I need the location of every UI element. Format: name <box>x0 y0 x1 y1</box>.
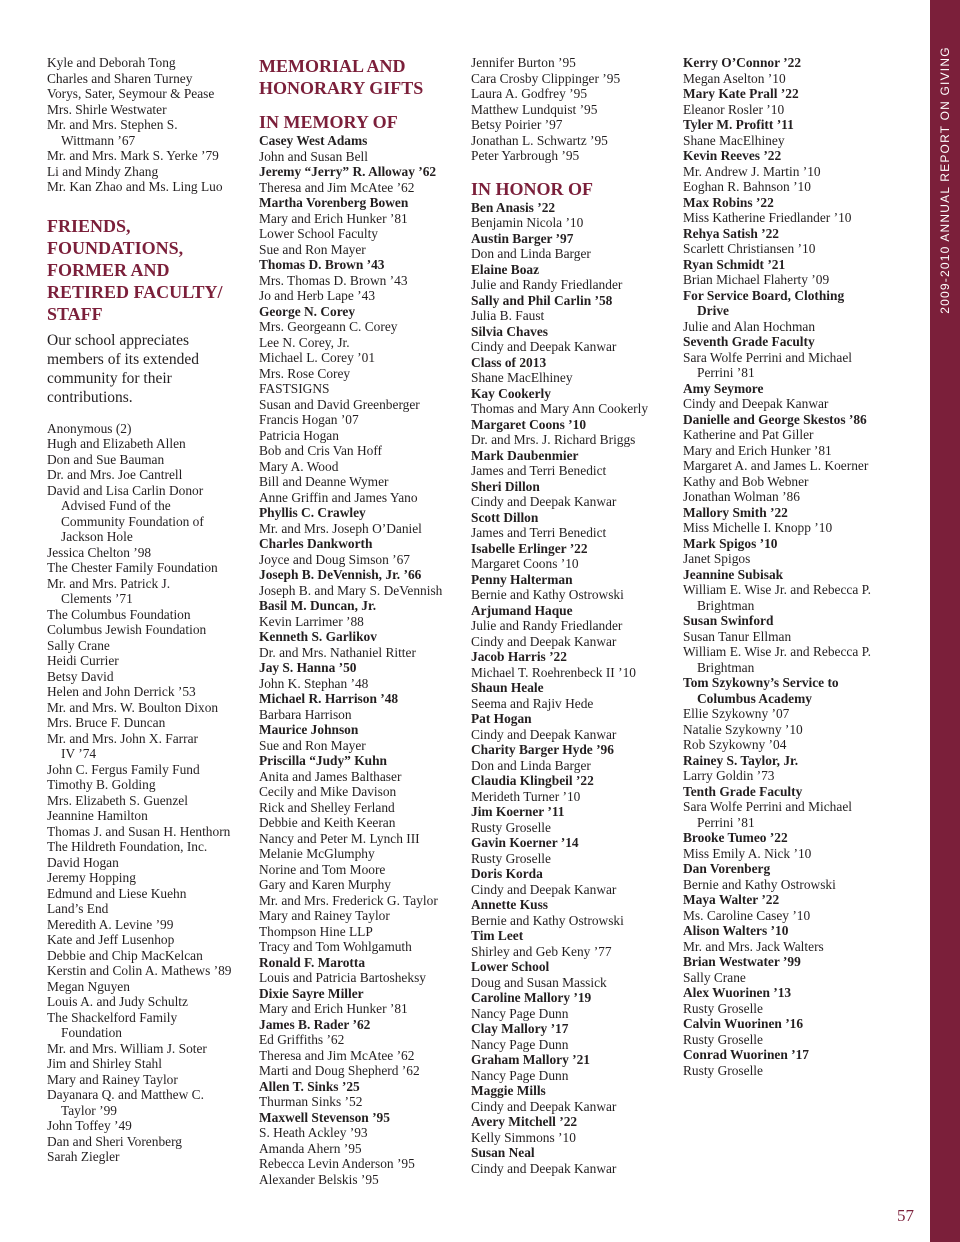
friends-donor-list <box>47 421 247 1165</box>
donor-line: Shane MacElhiney <box>683 132 785 148</box>
honoree-name: Avery Mitchell ’22 <box>471 1114 578 1129</box>
donor-line: Kate and Jeff Lusenhop <box>47 932 175 947</box>
donor-line: Cindy and Deepak Kanwar <box>471 494 617 509</box>
honoree-name: Martha Vorenberg Bowen <box>259 195 409 210</box>
honoree-name: Alison Walters ’10 <box>683 923 789 938</box>
donor-line: Thomas and Mary Ann Cookerly <box>471 401 649 416</box>
honoree-name: Max Robins ’22 <box>683 194 774 210</box>
donor-line: Larry Goldin ’73 <box>683 768 775 783</box>
honoree-name: Jim Koerner ’11 <box>471 804 565 819</box>
section-heading-friends-line: FORMER AND <box>47 259 170 280</box>
honoree-name: Doris Korda <box>471 866 543 881</box>
honoree-name: Claudia Klingbeil ’22 <box>471 773 594 788</box>
donor-line: Nancy and Peter M. Lynch III <box>259 830 420 846</box>
honoree-name: For Service Board, Clothing <box>683 287 845 303</box>
donor-line: Thomas J. and Susan H. Henthorn <box>47 823 231 839</box>
honoree-name: Mark Spigos ’10 <box>683 535 778 551</box>
donor-line: William E. Wise Jr. and Rebecca P. <box>683 644 871 659</box>
honoree-name: Mallory Smith ’22 <box>683 504 788 520</box>
honoree-name: Dixie Sayre Miller <box>259 985 364 1001</box>
donor-line: Kathy and Bob Webner <box>683 473 809 489</box>
donor-line: Thompson Hine LLP <box>259 923 373 939</box>
donor-line: Vorys, Sater, Seymour & Pease <box>47 86 215 101</box>
donor-line: Rusty Groselle <box>683 1062 763 1078</box>
donor-line: John C. Fergus Family Fund <box>47 761 200 777</box>
honoree-name: Allen T. Sinks ’25 <box>259 1078 360 1094</box>
donor-line: Francis Hogan ’07 <box>259 412 359 427</box>
honoree-name: Caroline Mallory ’19 <box>471 990 592 1005</box>
donor-line: Matthew Lundquist ’95 <box>471 101 598 117</box>
donor-line: Tracy and Tom Wohlgamuth <box>259 939 412 954</box>
donor-line: FASTSIGNS <box>259 381 330 396</box>
donor-line: Timothy B. Golding <box>47 777 156 792</box>
donor-line: Betsy Poirier ’97 <box>471 117 563 132</box>
honoree-name: Silvia Chaves <box>471 323 549 339</box>
donor-line: Jonathan L. Schwartz ’95 <box>471 132 608 148</box>
donor-line: Sara Wolfe Perrini and Michael <box>683 799 852 814</box>
donor-line: Mrs. Thomas D. Brown ’43 <box>259 272 408 288</box>
donor-line: John Toffey ’49 <box>47 1118 132 1133</box>
donor-line: The Chester Family Foundation <box>47 560 218 575</box>
honoree-name: Clay Mallory ’17 <box>471 1021 569 1036</box>
donor-line: Theresa and Jim McAtee ’62 <box>259 1047 415 1063</box>
donor-line: Mrs. Elizabeth S. Guenzel <box>47 792 188 808</box>
donor-line: Miss Emily A. Nick ’10 <box>683 845 812 861</box>
donor-line: Mary and Rainey Taylor <box>259 908 390 923</box>
donor-line: Mr. Andrew J. Martin ’10 <box>683 163 821 179</box>
donor-line: Mr. and Mrs. W. Boulton Dixon <box>47 699 219 715</box>
honoree-name: Margaret Coons ’10 <box>471 416 587 432</box>
donor-line: Dr. and Mrs. J. Richard Briggs <box>471 432 636 447</box>
donor-line: Li and Mindy Zhang <box>47 163 159 179</box>
donor-line: Betsy David <box>47 668 114 684</box>
honoree-name: Seventh Grade Faculty <box>683 334 815 349</box>
honoree-name: Graham Mallory ’21 <box>471 1052 591 1067</box>
intro-line: contributions. <box>47 388 133 406</box>
donor-line: Susan and David Greenberger <box>259 396 420 412</box>
donor-line: Kevin Larrimer ’88 <box>259 613 364 629</box>
honoree-name: Ronald F. Marotta <box>259 954 366 970</box>
honoree-name: Jay S. Hanna ’50 <box>259 660 357 675</box>
donor-line: Heidi Currier <box>47 653 119 668</box>
donor-line: Hugh and Elizabeth Allen <box>47 436 186 451</box>
section-heading-in-memory: IN MEMORY OF <box>259 112 398 132</box>
honoree-name: Brian Westwater ’99 <box>683 954 801 969</box>
honoree-name: Basil M. Duncan, Jr. <box>259 598 377 613</box>
donor-line: Rusty Groselle <box>471 819 551 835</box>
donor-line: S. Heath Ackley ’93 <box>259 1125 368 1140</box>
honoree-name: Pat Hogan <box>471 711 532 726</box>
donor-line: Cindy and Deepak Kanwar <box>471 881 617 897</box>
honoree-name: Lower School <box>471 959 550 974</box>
donor-line: Rebecca Levin Anderson ’95 <box>259 1156 415 1171</box>
honoree-name: Amy Seymore <box>683 380 764 396</box>
donor-line: Michael L. Corey ’01 <box>259 350 376 365</box>
donor-line: Anonymous (2) <box>47 420 132 436</box>
donor-line: Benjamin Nicola ’10 <box>471 215 584 230</box>
donor-line: John and Susan Bell <box>259 148 368 164</box>
donor-line: Anne Griffin and James Yano <box>259 489 418 505</box>
donor-line: Jeannine Hamilton <box>47 808 148 823</box>
honoree-name: Tyler M. Profitt ’11 <box>683 117 794 132</box>
donor-line: Gary and Karen Murphy <box>259 877 392 892</box>
donor-line: Patricia Hogan <box>259 427 339 443</box>
donor-line: Anita and James Balthaser <box>259 768 402 784</box>
donor-line: John K. Stephan ’48 <box>259 675 369 691</box>
donor-line: Jennifer Burton ’95 <box>471 55 576 70</box>
page-number: 57 <box>897 1206 914 1225</box>
donor-line: Don and Linda Barger <box>471 246 591 261</box>
donor-line: Sally Crane <box>47 637 110 653</box>
donor-line: Cindy and Deepak Kanwar <box>471 1160 617 1176</box>
donor-line: Don and Linda Barger <box>471 757 591 773</box>
donor-line: Cindy and Deepak Kanwar <box>471 726 617 742</box>
donor-line: David Hogan <box>47 854 119 870</box>
honoree-name: Phyllis C. Crawley <box>259 505 366 520</box>
intro-line: Our school appreciates <box>47 331 190 349</box>
honoree-name: Kenneth S. Garlikov <box>259 629 377 644</box>
donor-line: Mr. and Mrs. Jack Walters <box>683 938 824 954</box>
donor-line: William E. Wise Jr. and Rebecca P. <box>683 582 871 597</box>
donor-line: Mrs. Georgeann C. Corey <box>259 319 398 334</box>
donor-line: Jessica Chelton ’98 <box>47 544 152 560</box>
section-heading-friends-line: FOUNDATIONS, <box>47 237 184 258</box>
donor-line: Dr. and Mrs. Nathaniel Ritter <box>259 644 416 660</box>
donor-line: The Hildreth Foundation, Inc. <box>47 839 208 854</box>
annual-report-title: 2009-2010 ANNUAL REPORT ON GIVING <box>938 46 952 314</box>
donor-line: Mr. and Mrs. Patrick J. <box>47 575 171 591</box>
intro-line: members of its extended <box>47 350 199 368</box>
donor-line: Sara Wolfe Perrini and Michael <box>683 349 852 365</box>
donor-line: Megan Nguyen <box>47 978 130 994</box>
column-4 <box>683 55 883 1078</box>
donor-line: Louis A. and Judy Schultz <box>47 994 188 1009</box>
donor-line: Shane MacElhiney <box>471 370 573 385</box>
donor-line: Ed Griffiths ’62 <box>259 1032 345 1047</box>
donor-line: Edmund and Liese Kuehn <box>47 885 187 901</box>
honoree-name: Drive <box>697 303 729 318</box>
section-heading-in-honor: IN HONOR OF <box>471 178 594 199</box>
donor-line: Ms. Caroline Casey ’10 <box>683 907 811 923</box>
donor-line: Jeremy Hopping <box>47 870 136 885</box>
donor-line: Mr. and Mrs. Frederick G. Taylor <box>259 892 438 908</box>
honoree-name: Kevin Reeves ’22 <box>683 148 782 163</box>
honoree-name: Maurice Johnson <box>259 722 359 737</box>
honoree-name: Calvin Wuorinen ’16 <box>683 1016 804 1031</box>
donor-line: Julia B. Faust <box>471 308 545 323</box>
donor-line: Bernie and Kathy Ostrowski <box>471 912 624 928</box>
donor-line: Charles and Sharen Turney <box>47 70 193 86</box>
donor-line: Brightman <box>697 659 755 675</box>
in-honor-list <box>471 200 671 1177</box>
honoree-name: Dan Vorenberg <box>683 861 771 876</box>
donor-line: Norine and Tom Moore <box>259 861 386 877</box>
donor-line: Julie and Randy Friedlander <box>471 277 623 292</box>
donor-line: Mr. and Mrs. William J. Soter <box>47 1040 207 1056</box>
donor-line: Lee N. Corey, Jr. <box>259 334 350 350</box>
donor-line: Seema and Rajiv Hede <box>471 695 594 711</box>
section-heading-friends-line: STAFF <box>47 303 103 324</box>
honoree-name: Mary Kate Prall ’22 <box>683 86 799 101</box>
donor-line: Kelly Simmons ’10 <box>471 1129 576 1145</box>
honoree-name: Priscilla “Judy” Kuhn <box>259 753 387 768</box>
donor-line: Shirley and Geb Keny ’77 <box>471 943 612 959</box>
donor-line: Katherine and Pat Giller <box>683 427 814 442</box>
donor-line: Megan Aselton ’10 <box>683 70 786 86</box>
sidebar-band <box>930 0 960 1242</box>
donor-line: Clements ’71 <box>61 591 133 606</box>
donor-line: Merideth Turner ’10 <box>471 788 581 804</box>
donor-line: Jonathan Wolman ’86 <box>683 489 800 504</box>
donor-line: Joyce and Doug Simson ’67 <box>259 551 411 567</box>
donor-line: Peter Yarbrough ’95 <box>471 148 580 163</box>
donor-line: Melanie McGlumphy <box>259 846 375 861</box>
donor-line: Eleanor Rosler ’10 <box>683 101 785 117</box>
section-heading-friends-line: FRIENDS, <box>47 215 131 236</box>
donor-line: Land’s End <box>47 901 109 916</box>
donor-line: Rick and Shelley Ferland <box>259 799 395 815</box>
donor-line: Kyle and Deborah Tong <box>47 55 176 70</box>
honoree-name: Joseph B. DeVennish, Jr. ’66 <box>259 567 422 582</box>
donor-line: Theresa and Jim McAtee ’62 <box>259 179 415 195</box>
donor-line: Mrs. Bruce F. Duncan <box>47 715 166 730</box>
donor-line: Ellie Szykowny ’07 <box>683 706 790 721</box>
section-heading-memorial: MEMORIAL AND <box>259 56 406 76</box>
donor-line: Debbie and Keith Keeran <box>259 815 396 830</box>
donor-line: Brian Michael Flaherty ’09 <box>683 272 830 287</box>
donor-line: David and Lisa Carlin Donor <box>47 482 204 498</box>
honoree-name: Jeremy “Jerry” R. Alloway ’62 <box>259 164 437 179</box>
donor-line: Mr. and Mrs. Stephen S. <box>47 117 178 132</box>
honoree-name: Tenth Grade Faculty <box>683 783 803 799</box>
donor-line: Dr. and Mrs. Joe Cantrell <box>47 467 183 482</box>
donor-line: Susan Tanur Ellman <box>683 628 792 644</box>
donor-line: Barbara Harrison <box>259 706 352 722</box>
donor-line: Cara Crosby Clippinger ’95 <box>471 70 621 86</box>
donor-line: Cindy and Deepak Kanwar <box>471 633 617 649</box>
honoree-name: Jeannine Subisak <box>683 566 784 582</box>
honoree-name: Maggie Mills <box>471 1083 546 1098</box>
donor-line: Cindy and Deepak Kanwar <box>471 1098 617 1114</box>
donor-line: Rusty Groselle <box>683 1031 763 1047</box>
donor-line: Marti and Doug Shepherd ’62 <box>259 1063 420 1078</box>
donor-line: Sue and Ron Mayer <box>259 241 366 257</box>
donor-line: Cindy and Deepak Kanwar <box>471 339 617 354</box>
honoree-name: Charles Dankworth <box>259 536 373 551</box>
honoree-name: Austin Barger ’97 <box>471 230 574 246</box>
donor-line: Doug and Susan Massick <box>471 974 607 990</box>
donor-line: Julie and Alan Hochman <box>683 318 816 334</box>
section-heading-memorial: HONORARY GIFTS <box>259 78 424 98</box>
honoree-name: Brooke Tumeo ’22 <box>683 830 788 845</box>
honoree-name: Scott Dillon <box>471 509 539 525</box>
donor-line: Scarlett Christiansen ’10 <box>683 241 816 256</box>
honoree-name: Tom Szykowny’s Service to <box>683 675 839 690</box>
donor-line: Nancy Page Dunn <box>471 1067 569 1083</box>
donor-line: Mr. and Mrs. Joseph O’Daniel <box>259 520 422 536</box>
honoree-name: Arjumand Haque <box>471 602 573 618</box>
donor-line: Community Foundation of <box>61 513 204 529</box>
honoree-name: Rainey S. Taylor, Jr. <box>683 752 799 768</box>
donor-line: Dan and Sheri Vorenberg <box>47 1133 182 1149</box>
donor-line: Bill and Deanne Wymer <box>259 474 389 489</box>
donor-line: Sally Crane <box>683 969 746 985</box>
donor-line: Wittmann ’67 <box>61 132 136 148</box>
donor-line: Perrini ’81 <box>697 814 755 830</box>
honoree-name: Gavin Koerner ’14 <box>471 835 579 850</box>
donor-line: Dayanara Q. and Matthew C. <box>47 1087 204 1102</box>
honoree-name: Jacob Harris ’22 <box>471 649 567 664</box>
donor-line: Nancy Page Dunn <box>471 1005 569 1021</box>
honoree-name: Maxwell Stevenson ’95 <box>259 1109 390 1125</box>
donor-line: Taylor ’99 <box>61 1102 117 1118</box>
donor-line: Jo and Herb Lape ’43 <box>259 288 376 303</box>
honoree-name: Tim Leet <box>471 928 524 943</box>
donor-line: Foundation <box>61 1025 123 1040</box>
honoree-name: Susan Neal <box>471 1145 535 1160</box>
donor-line: Mary and Erich Hunker ’81 <box>259 210 408 226</box>
donor-line: Sarah Ziegler <box>47 1149 120 1164</box>
honoree-name: Danielle and George Skestos ’86 <box>683 411 867 427</box>
donor-line: James and Terri Benedict <box>471 525 607 540</box>
honoree-name: Maya Walter ’22 <box>683 892 780 907</box>
donor-line: Mrs. Rose Corey <box>259 365 351 381</box>
donor-line: Mr. and Mrs. John X. Farrar <box>47 730 198 746</box>
honoree-name: Sally and Phil Carlin ’58 <box>471 292 613 308</box>
honoree-name: Ryan Schmidt ’21 <box>683 256 786 272</box>
honoree-name: Columbus Academy <box>697 690 812 706</box>
donor-line: Nancy Page Dunn <box>471 1036 569 1052</box>
donor-line: Joseph B. and Mary S. DeVennish <box>259 582 443 598</box>
donor-line: Mary and Erich Hunker ’81 <box>683 442 832 458</box>
donor-line: Perrini ’81 <box>697 365 755 380</box>
donor-line: Alexander Belskis ’95 <box>259 1171 379 1187</box>
donor-line: Jim and Shirley Stahl <box>47 1056 162 1071</box>
in-memory-list <box>259 133 459 1187</box>
section-heading-friends-line: RETIRED FACULTY/ <box>47 281 223 302</box>
donor-line: Mary A. Wood <box>259 458 339 474</box>
donor-line: The Shackelford Family <box>47 1009 178 1025</box>
in-memory-list-continued <box>471 55 671 164</box>
donor-line: Laura A. Godfrey ’95 <box>471 86 588 101</box>
donor-line: Miss Michelle I. Knopp ’10 <box>683 520 833 535</box>
honoree-name: Penny Halterman <box>471 571 573 587</box>
donor-line: Jackson Hole <box>61 529 133 544</box>
donor-line: Mr. and Mrs. Mark S. Yerke ’79 <box>47 148 219 163</box>
column-2 <box>259 55 459 1187</box>
donor-line: Meredith A. Levine ’99 <box>47 916 174 932</box>
in-honor-list-continued <box>683 55 883 1078</box>
donor-line: Bob and Cris Van Hoff <box>259 443 382 458</box>
honoree-name: Alex Wuorinen ’13 <box>683 985 792 1000</box>
donor-line: Eoghan R. Bahnson ’10 <box>683 179 811 194</box>
donor-line: IV ’74 <box>61 746 97 761</box>
donor-line: Amanda Ahern ’95 <box>259 1140 362 1156</box>
donor-line: Helen and John Derrick ’53 <box>47 684 196 699</box>
donor-line: Miss Katherine Friedlander ’10 <box>683 210 852 225</box>
honoree-name: Kay Cookerly <box>471 385 551 401</box>
donor-line: Rob Szykowny ’04 <box>683 737 787 752</box>
donor-line: Rusty Groselle <box>471 850 551 866</box>
honoree-name: Annette Kuss <box>471 897 549 912</box>
donor-line: Julie and Randy Friedlander <box>471 618 623 633</box>
honoree-name: Class of 2013 <box>471 354 547 370</box>
friends-intro <box>47 331 247 407</box>
donor-line: James and Terri Benedict <box>471 463 607 478</box>
donor-line: Mr. Kan Zhao and Ms. Ling Luo <box>47 179 223 194</box>
donor-line: Sue and Ron Mayer <box>259 737 366 753</box>
honoree-name: Rehya Satish ’22 <box>683 225 779 241</box>
donor-line: Rusty Groselle <box>683 1000 763 1016</box>
donor-line: Columbus Jewish Foundation <box>47 622 207 637</box>
honoree-name: Mark Daubenmier <box>471 447 579 463</box>
donor-line: The Columbus Foundation <box>47 606 191 622</box>
donor-line: Thurman Sinks ’52 <box>259 1094 363 1109</box>
honoree-name: Elaine Boaz <box>471 261 540 277</box>
donor-line: Lower School Faculty <box>259 226 379 241</box>
honoree-name: George N. Corey <box>259 303 356 319</box>
honoree-name: Casey West Adams <box>259 133 368 148</box>
donor-line: Bernie and Kathy Ostrowski <box>471 587 624 602</box>
donor-line: Bernie and Kathy Ostrowski <box>683 876 836 892</box>
honoree-name: Michael R. Harrison ’48 <box>259 691 399 706</box>
honoree-name: James B. Rader ’62 <box>259 1016 371 1032</box>
honoree-name: Kerry O’Connor ’22 <box>683 55 802 70</box>
donor-line: Cecily and Mike Davison <box>259 784 397 799</box>
honoree-name: Isabelle Erlinger ’22 <box>471 540 588 556</box>
donor-line: Margaret Coons ’10 <box>471 556 579 571</box>
honoree-name: Thomas D. Brown ’43 <box>259 257 385 272</box>
donor-line: Advised Fund of the <box>61 498 171 513</box>
donor-line: Debbie and Chip MacKelcan <box>47 947 203 963</box>
donor-line: Cindy and Deepak Kanwar <box>683 396 829 411</box>
donor-line: Janet Spigos <box>683 551 751 566</box>
donor-line: Natalie Szykowny ’10 <box>683 721 803 737</box>
intro-line: community for their <box>47 369 172 387</box>
donor-line: Margaret A. and James L. Koerner <box>683 458 869 473</box>
donor-line: Don and Sue Bauman <box>47 451 165 467</box>
donor-line: Kerstin and Colin A. Mathews ’89 <box>47 963 232 978</box>
honoree-name: Charity Barger Hyde ’96 <box>471 742 614 757</box>
donor-line: Brightman <box>697 597 755 613</box>
honoree-name: Ben Anasis ’22 <box>471 199 556 215</box>
donor-line: Mary and Rainey Taylor <box>47 1071 178 1087</box>
donor-line: Louis and Patricia Bartosheksy <box>259 970 426 985</box>
honoree-name: Sheri Dillon <box>471 478 540 494</box>
honoree-name: Susan Swinford <box>683 613 774 628</box>
donor-line: Michael T. Roehrenbeck II ’10 <box>471 664 636 680</box>
column-3 <box>471 55 671 1176</box>
honoree-name: Conrad Wuorinen ’17 <box>683 1047 809 1062</box>
donor-line: Mrs. Shirle Westwater <box>47 101 167 117</box>
column-1 <box>47 55 247 1165</box>
honoree-name: Shaun Heale <box>471 680 544 695</box>
donor-line: Mary and Erich Hunker ’81 <box>259 1001 408 1016</box>
